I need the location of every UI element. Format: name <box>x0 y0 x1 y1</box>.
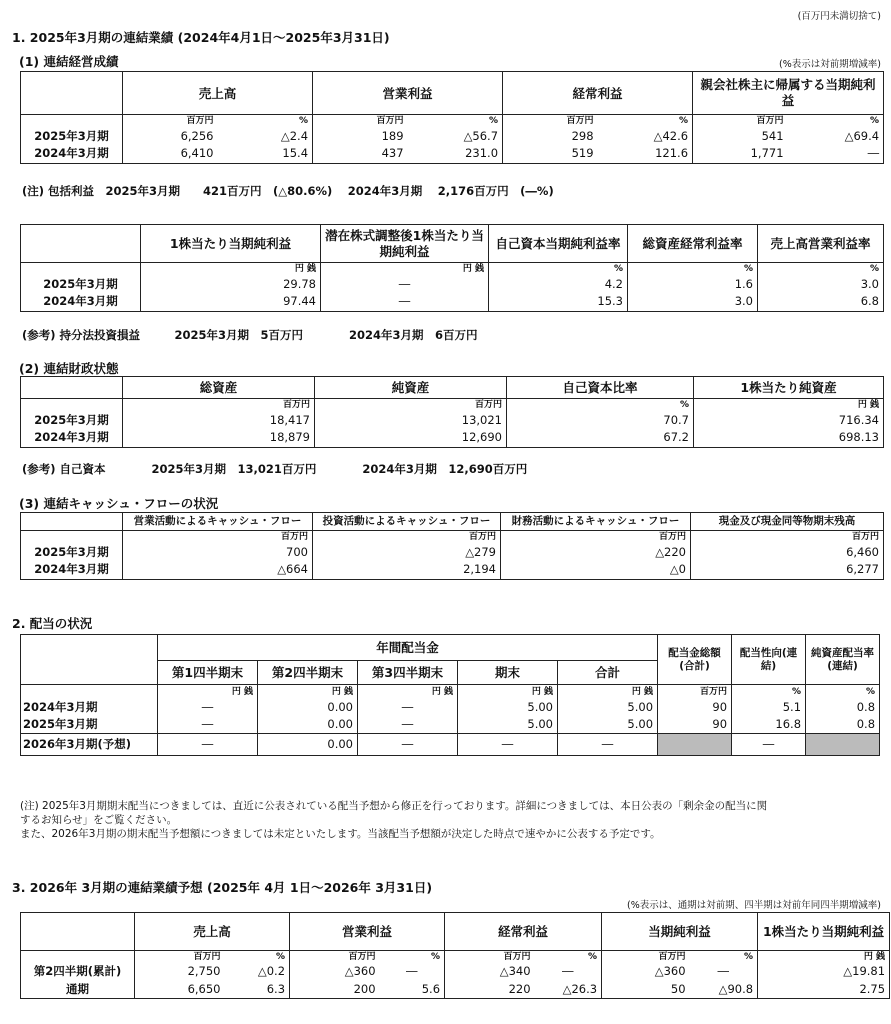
hdr-roa: 総資産経常利益率 <box>628 225 758 263</box>
table-row <box>21 146 884 164</box>
cell: 5.00 <box>558 700 658 717</box>
cell: △42.6 <box>598 128 693 146</box>
hdr-fc-net-income: 当期純利益 <box>602 913 758 951</box>
unit: 円 銭 <box>321 263 489 276</box>
hdr-op-income: 営業利益 <box>313 72 503 115</box>
row-label: 2025年3月期 <box>21 276 141 294</box>
hdr-operating-cf: 営業活動によるキャッシュ・フロー <box>123 513 313 531</box>
cell: 519 <box>503 146 598 164</box>
cell: 6.8 <box>758 294 884 312</box>
table-row <box>21 717 880 734</box>
cell: △220 <box>501 544 691 562</box>
cell: ― <box>690 963 758 981</box>
unit: 百万円 <box>123 531 313 544</box>
unit: 円 銭 <box>141 263 321 276</box>
table-row <box>21 562 884 580</box>
cell: △2.4 <box>218 128 313 146</box>
cell: ― <box>321 294 489 312</box>
unit: 百万円 <box>315 399 507 412</box>
cell: ― <box>321 276 489 294</box>
cell: 5.00 <box>458 700 558 717</box>
hdr-roe: 自己資本当期純利益率 <box>489 225 628 263</box>
cell: 5.00 <box>558 717 658 734</box>
row-label: 2025年3月期 <box>21 128 123 146</box>
own-capital-note: (参考) 自己資本 2025年3月期 13,021百万円 2024年3月期 12,690百万円 <box>22 462 528 476</box>
cell: 700 <box>123 544 313 562</box>
unit: 円 銭 <box>694 399 884 412</box>
unit-note: (百万円未満切捨て) <box>797 11 881 22</box>
cell: ― <box>788 146 884 164</box>
cell: 13,021 <box>315 412 507 430</box>
cell: 6,277 <box>691 562 884 580</box>
results-table <box>20 71 884 164</box>
hdr-sales: 売上高 <box>123 72 313 115</box>
hdr-investing-cf: 投資活動によるキャッシュ・フロー <box>313 513 501 531</box>
unit: 円 銭 <box>758 951 890 963</box>
cell: △360 <box>602 963 690 981</box>
hdr-annual-dividend: 年間配当金 <box>158 635 658 661</box>
hdr-q3: 第3四半期末 <box>358 661 458 685</box>
hdr-total-assets: 総資産 <box>123 377 315 399</box>
equity-method-note: (参考) 持分法投資損益 2025年3月期 5百万円 2024年3月期 6百万円 <box>22 328 478 342</box>
gray-cell <box>658 734 732 756</box>
hdr-equity-ratio: 自己資本比率 <box>507 377 694 399</box>
dividend-note-3: また、2026年3月期の期末配当予想額につきましては未定といたします。当該配当予想額が決定した時点で速やかに公表する予定です。 <box>20 828 661 840</box>
cell: 231.0 <box>408 146 503 164</box>
unit: 円 銭 <box>358 685 458 700</box>
hdr-eps: 1株当たり当期純利益 <box>141 225 321 263</box>
comprehensive-income-note: (注) 包括利益 2025年3月期 421百万円 (△80.6%) 2024年3月期 2,176百万円 (―%) <box>22 184 554 198</box>
cell: 121.6 <box>598 146 693 164</box>
cell: 0.00 <box>258 700 358 717</box>
unit: 円 銭 <box>258 685 358 700</box>
cell: 200 <box>290 981 380 999</box>
unit: 百万円 <box>503 115 598 128</box>
unit: 百万円 <box>445 951 535 963</box>
cell: 1,771 <box>693 146 788 164</box>
cell: ― <box>732 734 806 756</box>
cell: 5.1 <box>732 700 806 717</box>
hdr-fc-op-income: 営業利益 <box>290 913 445 951</box>
hdr-total: 合計 <box>558 661 658 685</box>
row-label: 2024年3月期 <box>21 562 123 580</box>
table-row <box>21 700 880 717</box>
cell: △69.4 <box>788 128 884 146</box>
row-label: 2024年3月期 <box>21 700 158 717</box>
cell: 0.00 <box>258 734 358 756</box>
dividend-table <box>20 634 880 756</box>
cell: ― <box>158 717 258 734</box>
cell: ― <box>358 700 458 717</box>
cell: △19.81 <box>758 963 890 981</box>
sub3-title: (3) 連結キャッシュ・フローの状況 <box>19 496 219 511</box>
unit: 百万円 <box>290 951 380 963</box>
row-label: 2024年3月期 <box>21 294 141 312</box>
section1-title: 1. 2025年3月期の連結業績 (2024年4月1日～2025年3月31日) <box>12 30 390 45</box>
hdr-fc-eps: 1株当たり当期純利益 <box>758 913 890 951</box>
row-label: 2024年3月期 <box>21 146 123 164</box>
row-label: 2024年3月期 <box>21 430 123 448</box>
financial-position-table <box>20 376 884 448</box>
cell: 70.7 <box>507 412 694 430</box>
cell: 2.75 <box>758 981 890 999</box>
cell: 3.0 <box>758 276 884 294</box>
corner-cell <box>21 72 123 115</box>
cell: 2,194 <box>313 562 501 580</box>
cell: ― <box>158 734 258 756</box>
unit: % <box>380 951 445 963</box>
cell: 716.34 <box>694 412 884 430</box>
row-label: 2025年3月期 <box>21 412 123 430</box>
cell: 437 <box>313 146 408 164</box>
cell: ― <box>558 734 658 756</box>
cell: 0.8 <box>806 717 880 734</box>
unit: 百万円 <box>602 951 690 963</box>
row-label: 通期 <box>21 981 135 999</box>
cell: 5.6 <box>380 981 445 999</box>
cell: 6,256 <box>123 128 218 146</box>
cell: 4.2 <box>489 276 628 294</box>
unit: % <box>806 685 880 700</box>
row-label: 2025年3月期 <box>21 544 123 562</box>
row-label: 2025年3月期 <box>21 717 158 734</box>
cell: 5.00 <box>458 717 558 734</box>
hdr-payout-ratio: 配当性向(連結) <box>732 635 806 685</box>
cell: 3.0 <box>628 294 758 312</box>
unit: 円 銭 <box>158 685 258 700</box>
unit: % <box>732 685 806 700</box>
hdr-doe: 純資産配当率(連結) <box>806 635 880 685</box>
unit: 百万円 <box>123 115 218 128</box>
unit: % <box>218 115 313 128</box>
cell: 90 <box>658 717 732 734</box>
forecast-table <box>20 912 890 999</box>
cell: △26.3 <box>535 981 602 999</box>
cell: △279 <box>313 544 501 562</box>
sub1-title: (1) 連結経営成績 <box>19 54 119 69</box>
sub2-title: (2) 連結財政状態 <box>19 361 119 376</box>
hdr-net-assets: 純資産 <box>315 377 507 399</box>
forecast-pct-note: (%表示は、通期は対前期、四半期は対前年同四半期増減率) <box>627 900 881 911</box>
table-row <box>21 981 890 999</box>
cell: 298 <box>503 128 598 146</box>
cell: ― <box>358 734 458 756</box>
cell: △0.2 <box>225 963 290 981</box>
unit: 百万円 <box>658 685 732 700</box>
hdr-financing-cf: 財務活動によるキャッシュ・フロー <box>501 513 691 531</box>
cell: 0.8 <box>806 700 880 717</box>
unit: % <box>628 263 758 276</box>
unit: % <box>598 115 693 128</box>
cell: ― <box>358 717 458 734</box>
cell: 16.8 <box>732 717 806 734</box>
dividend-note-2: するお知らせ」をご覧ください。 <box>20 814 178 826</box>
dividend-note-1: (注) 2025年3月期期末配当につきましては、直近に公表されている配当予想から修正を行っております。詳細につきましては、本日公表の「剰余金の配当に関 <box>20 800 768 812</box>
cell: △90.8 <box>690 981 758 999</box>
section2-title: 2. 配当の状況 <box>12 616 93 631</box>
gray-cell <box>806 734 880 756</box>
hdr-ord-income: 経常利益 <box>503 72 693 115</box>
cell: 698.13 <box>694 430 884 448</box>
cell: △360 <box>290 963 380 981</box>
hdr-q2: 第2四半期末 <box>258 661 358 685</box>
cell: 18,417 <box>123 412 315 430</box>
section3-title: 3. 2026年 3月期の連結業績予想 (2025年 4月 1日～2026年 3月31日) <box>12 880 433 895</box>
hdr-fc-sales: 売上高 <box>135 913 290 951</box>
table-row <box>21 963 890 981</box>
cell: 97.44 <box>141 294 321 312</box>
unit: 円 銭 <box>458 685 558 700</box>
cell: 15.3 <box>489 294 628 312</box>
unit: 円 銭 <box>558 685 658 700</box>
cell: △0 <box>501 562 691 580</box>
hdr-q1: 第1四半期末 <box>158 661 258 685</box>
cell: △340 <box>445 963 535 981</box>
cell: 18,879 <box>123 430 315 448</box>
row-label: 2026年3月期(予想) <box>21 734 158 756</box>
unit: % <box>535 951 602 963</box>
cell: ― <box>535 963 602 981</box>
hdr-year-end: 期末 <box>458 661 558 685</box>
cell: 189 <box>313 128 408 146</box>
unit: 百万円 <box>691 531 884 544</box>
unit: % <box>507 399 694 412</box>
table-row <box>21 128 884 146</box>
cell: 67.2 <box>507 430 694 448</box>
cell: 90 <box>658 700 732 717</box>
unit: 百万円 <box>123 399 315 412</box>
cash-flow-table <box>20 512 884 580</box>
table-row <box>21 430 884 448</box>
cell: ― <box>158 700 258 717</box>
table-row <box>21 544 884 562</box>
unit: 百万円 <box>313 531 501 544</box>
pct-note: (%表示は対前期増減率) <box>779 59 881 70</box>
unit: % <box>225 951 290 963</box>
cell: 541 <box>693 128 788 146</box>
unit: 百万円 <box>313 115 408 128</box>
hdr-dividend-total: 配当金総額(合計) <box>658 635 732 685</box>
cell: 6,410 <box>123 146 218 164</box>
row-label: 第2四半期(累計) <box>21 963 135 981</box>
unit: % <box>690 951 758 963</box>
unit: % <box>408 115 503 128</box>
cell: 6.3 <box>225 981 290 999</box>
unit: % <box>758 263 884 276</box>
table-row <box>21 734 880 756</box>
unit: 百万円 <box>501 531 691 544</box>
cell: △56.7 <box>408 128 503 146</box>
per-share-table <box>20 224 884 312</box>
unit: 百万円 <box>693 115 788 128</box>
unit: 百万円 <box>135 951 225 963</box>
cell: ― <box>380 963 445 981</box>
table-row <box>21 294 884 312</box>
cell: △664 <box>123 562 313 580</box>
cell: 0.00 <box>258 717 358 734</box>
unit: % <box>489 263 628 276</box>
cell: 29.78 <box>141 276 321 294</box>
hdr-net-income: 親会社株主に帰属する当期純利益 <box>693 72 884 115</box>
hdr-diluted-eps: 潜在株式調整後1株当たり当期純利益 <box>321 225 489 263</box>
hdr-bps: 1株当たり純資産 <box>694 377 884 399</box>
cell: 2,750 <box>135 963 225 981</box>
hdr-margin: 売上高営業利益率 <box>758 225 884 263</box>
table-row <box>21 412 884 430</box>
table-row <box>21 276 884 294</box>
cell: 1.6 <box>628 276 758 294</box>
cell: 15.4 <box>218 146 313 164</box>
hdr-cash-balance: 現金及び現金同等物期末残高 <box>691 513 884 531</box>
cell: 50 <box>602 981 690 999</box>
hdr-fc-ord-income: 経常利益 <box>445 913 602 951</box>
unit: % <box>788 115 884 128</box>
cell: ― <box>458 734 558 756</box>
cell: 6,460 <box>691 544 884 562</box>
cell: 6,650 <box>135 981 225 999</box>
cell: 220 <box>445 981 535 999</box>
cell: 12,690 <box>315 430 507 448</box>
